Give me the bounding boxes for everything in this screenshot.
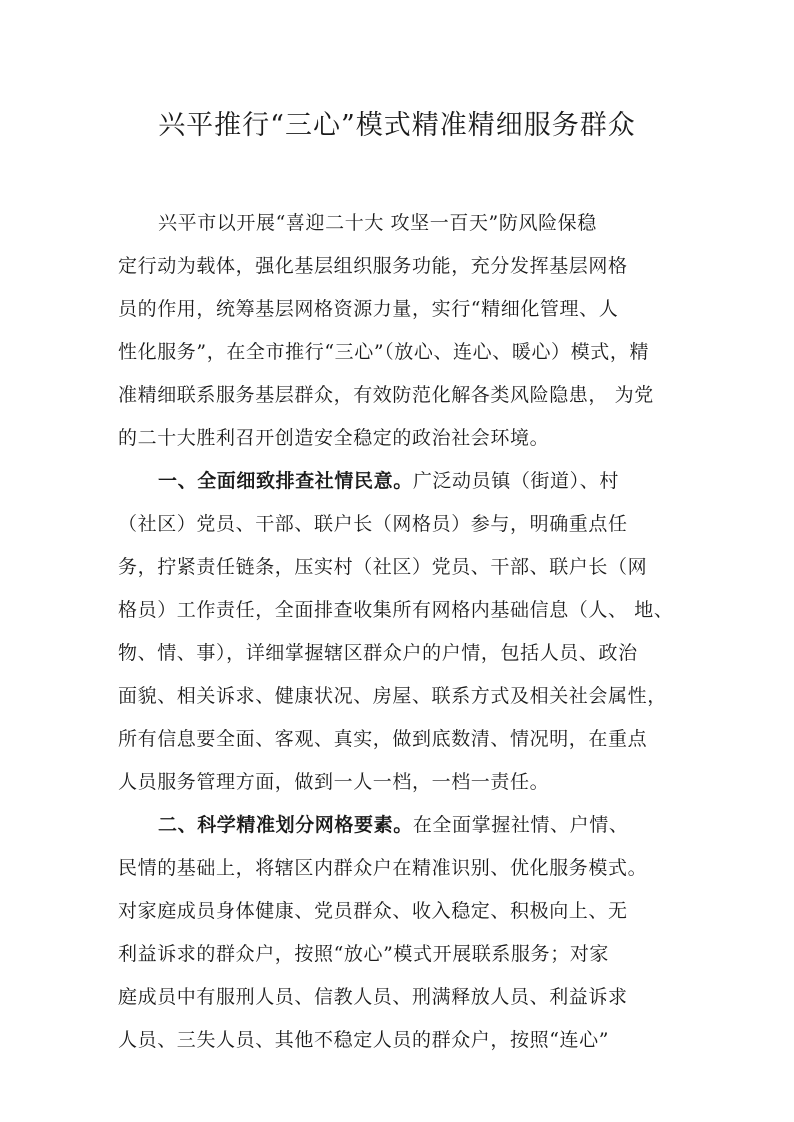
line-text: 兴平市以开展“喜迎二十大 攻坚一百天”防风险保稳 (158, 212, 597, 234)
body-line (118, 847, 718, 890)
line-text: 广泛动员镇（街道）、村 (412, 470, 619, 492)
body-line (118, 245, 718, 288)
line-text: 人员服务管理方面，做到一人一档，一档一责任。 (118, 771, 550, 793)
line-text: 务，拧紧责任链条，压实村（社区）党员、干部、联户长（网 (118, 556, 648, 578)
line-text: 对家庭成员身体健康、党员群众、收入稳定、积极向上、无 (118, 900, 628, 922)
line-text: 员的作用，统筹基层网格资源力量，实行“精细化管理、人 (118, 298, 619, 320)
line-text: 人员、三失人员、其他不稳定人员的群众户，按照“连心” (118, 1029, 610, 1051)
section-heading: 一、全面细致排查社情民意。 (158, 470, 413, 492)
body-line (118, 1019, 718, 1062)
line-text: 利益诉求的群众户，按照“放心”模式开展联系服务；对家 (118, 943, 610, 965)
body-line (118, 976, 718, 1019)
body-line (118, 890, 718, 933)
line-text: 庭成员中有服刑人员、信教人员、刑满释放人员、利益诉求 (118, 986, 628, 1008)
body-line (118, 460, 718, 503)
line-text: 在全面掌握社情、户情、 (412, 814, 629, 836)
line-text: （社区）党员、干部、联户长（网格员）参与，明确重点任 (118, 513, 628, 535)
body-line (118, 503, 718, 546)
line-text: 格员）工作责任，全面排查收集所有网格内基础信息（人、 地、 (118, 599, 674, 621)
body-line (118, 804, 718, 847)
body-line (118, 933, 718, 976)
body-line (118, 589, 718, 632)
line-text: 所有信息要全面、客观、真实，做到底数清、情况明，在重点 (118, 728, 648, 750)
body-line (118, 331, 718, 374)
body-line (118, 718, 718, 761)
line-text: 准精细联系服务基层群众，有效防范化解各类风险隐患， 为党 (118, 384, 654, 406)
body-line (118, 417, 718, 460)
body-line (118, 761, 718, 804)
line-text: 面貌、相关诉求、健康状况、房屋、联系方式及相关社会属性， (118, 685, 667, 707)
body-line (118, 632, 718, 675)
body-line (118, 546, 718, 589)
line-text: 性化服务”，在全市推行“三心”（放心、连心、暖心）模式，精 (118, 341, 650, 363)
line-text: 的二十大胜利召开创造安全稳定的政治社会环境。 (118, 427, 550, 449)
body-line (118, 374, 718, 417)
line-text: 民情的基础上，将辖区内群众户在精准识别、优化服务模式。 (118, 857, 648, 879)
document-body (118, 202, 718, 1062)
document-title: 兴平推行“三心”模式精准精细服务群众 (158, 110, 636, 141)
body-line (118, 288, 718, 331)
line-text: 物、情、事），详细掌握辖区群众户的户情，包括人员、政治 (118, 642, 638, 664)
line-text: 定行动为载体，强化基层组织服务功能，充分发挥基层网格 (118, 255, 628, 277)
body-line (118, 202, 718, 245)
body-line (118, 675, 718, 718)
section-heading: 二、科学精准划分网格要素。 (158, 814, 413, 836)
